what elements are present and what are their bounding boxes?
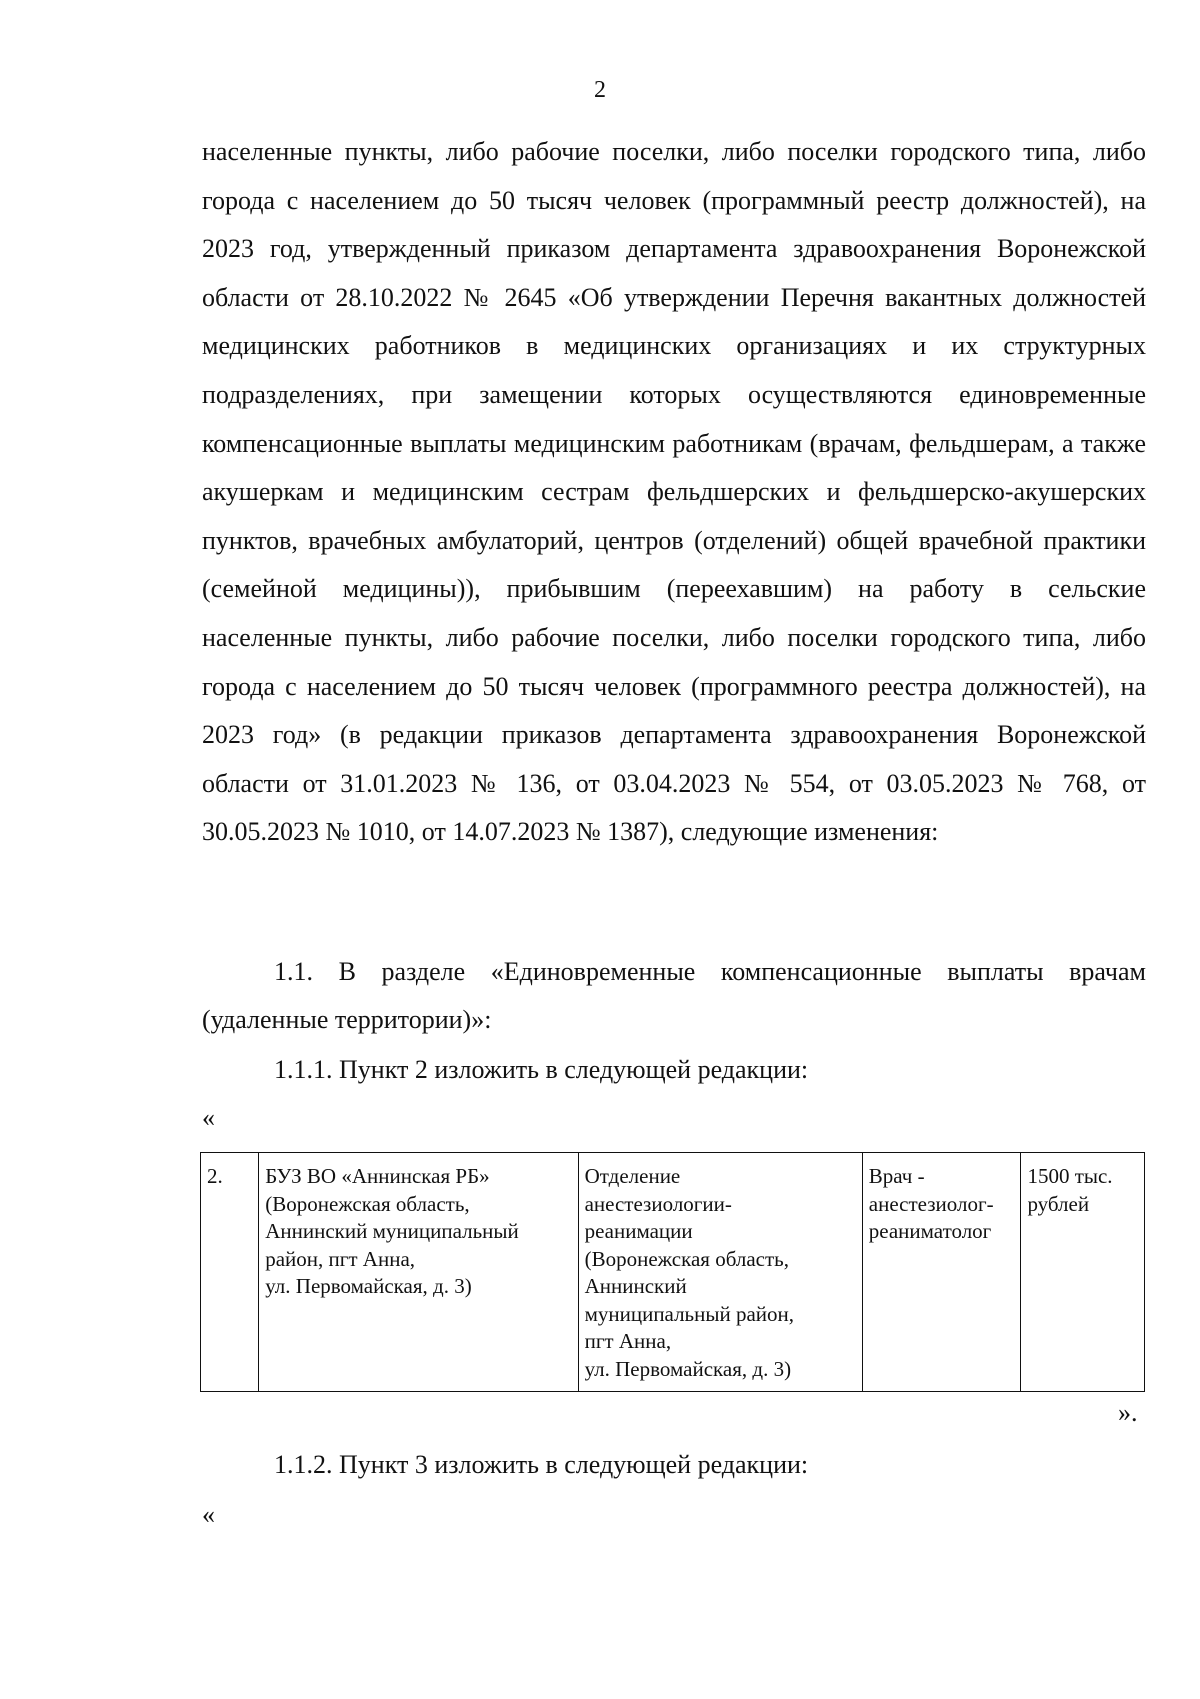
opening-quote-2: « — [202, 1500, 215, 1529]
amount-cell: 1500 тыс. рублей — [1021, 1153, 1145, 1392]
position-cell: Врач - анестезиолог- реаниматолог — [862, 1153, 1021, 1392]
opening-quote: « — [202, 1103, 215, 1132]
clause-1-1: 1.1. В разделе «Единовременные компенсационные выплаты врачам (удаленные территории)»: — [202, 957, 1146, 1034]
positions-table — [200, 1152, 1145, 1392]
clause-1-1-2: 1.1.2. Пункт 3 изложить в следующей редакции: — [274, 1450, 809, 1479]
table-row — [201, 1153, 1145, 1392]
closing-quote: ». — [1118, 1398, 1138, 1427]
row-number-cell: 2. — [201, 1153, 259, 1392]
intro-paragraph: населенные пункты, либо рабочие поселки, либо поселки городского типа, либо города с населением до 50 тысяч человек (программный реестр должностей), на 2023 год, утвержденный приказом департамента здравоохранения Воронежской области от 28.10.2022 № 2645 «Об утверждении Перечня вакантных должностей медицинских работников в медицинских организациях и их структурных подразделениях, при замещении которых осуществляются единовременные компенсационные выплаты медицинским работникам (врачам, фельдшерам, а также акушеркам и медицинским сестрам фельдшерских и фельдшерско-акушерских пунктов, врачебных амбулаторий, центров (отделений) общей врачебной практики (семейной медицины)), прибывшим (переехавшим) на работу в сельские населенные пункты, либо рабочие поселки, либо поселки городского типа, либо города с населением до 50 тысяч человек (программного реестра должностей), на 2023 год» (в редакции приказов департамента здравоохранения Воронежской области от 31.01.2023 № 136, от 03.04.2023 № 554, от 03.05.2023 № 768, от 30.05.2023 № 1010, от 14.07.2023 № 1387), следующие изменения: — [202, 137, 1146, 847]
organization-cell: БУЗ ВО «Аннинская РБ» (Воронежская область, Аннинский муниципальный район, пгт Анна, ул. Первомайская, д. 3) — [259, 1153, 578, 1392]
department-cell: Отделение анестезиологии- реанимации (Воронежская область, Аннинский муниципальный район, пгт Анна, ул. Первомайская, д. 3) — [578, 1153, 862, 1392]
page-number: 2 — [594, 77, 606, 103]
clause-1-1-1: 1.1.1. Пункт 2 изложить в следующей редакции: — [274, 1055, 809, 1084]
